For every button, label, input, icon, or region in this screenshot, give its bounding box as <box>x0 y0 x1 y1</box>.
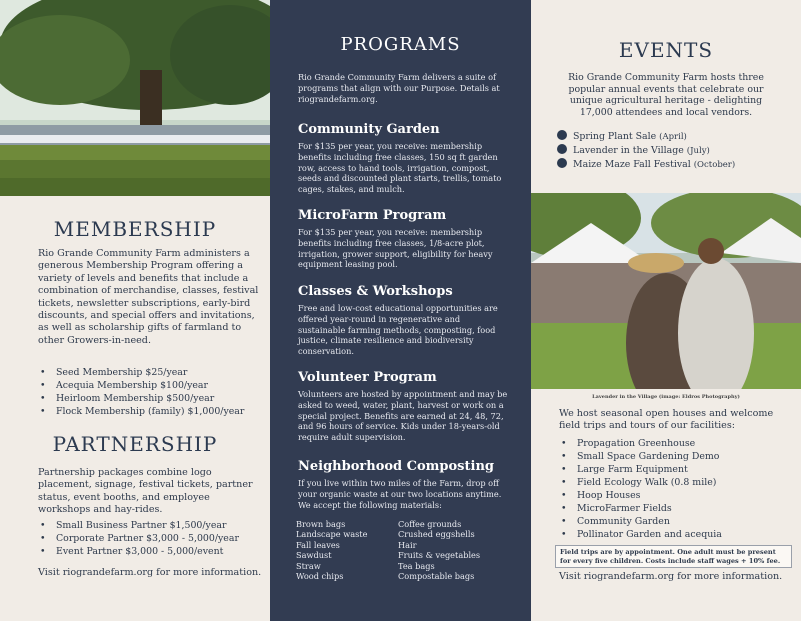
classes-body: Free and low-cost educational opportunities are offered year-round in regenerative and sustainable farming methods, composting, food justice, climate resilience and biodiversity conservation. <box>298 303 498 357</box>
community-garden-body: For $135 per year, you receive: membership benefits including free classes, 150 sq ft garden row, access to hand tools, irrigation, compost, seeds and discounted plant starts, trellis, tomato cages, stakes, and mulch. <box>298 141 502 195</box>
field-trip-note: Field trips are by appointment. One adult must be present for every five children. Costs include staff wages + 10% fee. <box>555 545 792 568</box>
facility-item: • Propagation Greenhouse <box>559 437 789 450</box>
classes-heading: Classes & Workshops <box>298 284 453 299</box>
facility-item: • Community Garden <box>559 515 789 528</box>
community-garden-heading: Community Garden <box>298 122 440 137</box>
event-name: Spring Plant Sale <box>573 131 657 142</box>
material-item: Hair <box>398 539 417 550</box>
facility-item: • Pollinator Garden and acequia <box>559 528 789 541</box>
partnership-tier: • Small Business Partner $1,500/year <box>38 519 263 532</box>
programs-intro: Rio Grande Community Farm delivers a suite of programs that align with our Purpose. Details at riograndefarm.org. <box>298 72 500 104</box>
events-title: EVENTS <box>618 38 714 62</box>
volunteer-heading: Volunteer Program <box>298 370 437 385</box>
event-month: (October) <box>693 160 736 170</box>
left-panel <box>0 0 270 621</box>
event-item <box>555 158 795 172</box>
membership-body: Rio Grande Community Farm administers a generous Membership Program offering a variety of levels and benefits that include a combination of merchandise, classes, festival tickets, newsletter subscriptions, early-bird discounts, and special offers and invitations, as well as scholarship gifts of farmland to other Growers-in-need. <box>38 248 259 346</box>
facility-item: • Field Ecology Walk (0.8 mile) <box>559 476 789 489</box>
material-item: Tea bags <box>398 560 435 571</box>
volunteer-body: Volunteers are hosted by appointment and may be asked to weed, water, plant, harvest or work on a special project. Benefits are earned at 24, 48, 72, and 96 hours of service. Kids under 18-years-old require adult supervision. <box>298 389 508 443</box>
material-item: Landscape waste <box>296 529 368 540</box>
composting-heading: Neighborhood Composting <box>298 459 494 474</box>
event-item <box>555 130 795 144</box>
material-item: Coffee grounds <box>398 519 462 529</box>
material-item: Fruits & vegetables <box>398 550 481 561</box>
material-item: Compostable bags <box>398 571 475 582</box>
facility-item: • Large Farm Equipment <box>559 463 789 476</box>
materials-right-column <box>398 519 508 581</box>
facility-item: • MicroFarmer Fields <box>559 502 789 515</box>
microfarm-heading: MicroFarm Program <box>298 208 447 223</box>
partnership-tiers <box>38 519 263 558</box>
event-month: (July) <box>686 146 710 156</box>
partnership-tier: • Corporate Partner $3,000 - 5,000/year <box>38 532 263 545</box>
events-list <box>555 130 795 172</box>
programs-panel <box>270 0 531 621</box>
membership-level: • Flock Membership (family) $1,000/year <box>38 405 263 418</box>
material-item: Wood chips <box>296 571 344 582</box>
membership-level: • Acequia Membership $100/year <box>38 379 263 392</box>
facility-item: • Hoop Houses <box>559 489 789 502</box>
events-intro: Rio Grande Community Farm hosts three popular annual events that celebrate our unique agricultural heritage - delighting 17,000 attendees and local vendors. <box>568 72 764 118</box>
material-item: Sawdust <box>296 550 332 561</box>
material-item: Crushed eggshells <box>398 529 475 540</box>
tours-intro: We host seasonal open houses and welcome field trips and tours of our facilities: <box>559 408 774 431</box>
event-name: Lavender in the Village <box>573 145 684 156</box>
material-item: Fall leaves <box>296 539 340 550</box>
membership-level: • Heirloom Membership $500/year <box>38 392 263 405</box>
events-footer-link[interactable]: Visit riograndefarm.org for more information. <box>559 571 783 582</box>
membership-title: MEMBERSHIP <box>53 217 217 241</box>
facility-item: • Small Space Gardening Demo <box>559 450 789 463</box>
composting-body: If you live within two miles of the Farm, drop off your organic waste at our two locations anytime. We accept the following materials: <box>298 478 502 510</box>
lavender-festival-photo <box>531 193 801 389</box>
microfarm-body: For $135 per year, you receive: membership benefits including free classes, 1/8-acre plot, irrigation, grower support, eligibility for heavy equipment leasing pool. <box>298 227 493 270</box>
facilities-list <box>559 437 789 541</box>
event-name: Maize Maze Fall Festival <box>573 159 691 170</box>
compost-materials <box>296 519 508 581</box>
partnership-footer-link[interactable]: Visit riograndefarm.org for more information. <box>38 567 262 578</box>
materials-left-column <box>296 519 398 581</box>
partnership-body: Partnership packages combine logo placement, signage, festival tickets, partner status, event booths, and employee workshops and hay-rides. <box>38 467 253 516</box>
partnership-title: PARTNERSHIP <box>52 432 218 456</box>
partnership-tier: • Event Partner $3,000 - 5,000/event <box>38 545 263 558</box>
programs-title: PROGRAMS <box>340 34 461 55</box>
farm-dinner-photo <box>0 0 270 196</box>
photo-caption: Lavender in the Village (image: Eldros Photography) <box>592 394 740 400</box>
event-item <box>555 144 795 158</box>
material-item: Straw <box>296 560 321 571</box>
event-month: (April) <box>659 132 687 142</box>
membership-levels <box>38 366 263 418</box>
material-item: Brown bags <box>296 519 346 529</box>
membership-level: • Seed Membership $25/year <box>38 366 263 379</box>
